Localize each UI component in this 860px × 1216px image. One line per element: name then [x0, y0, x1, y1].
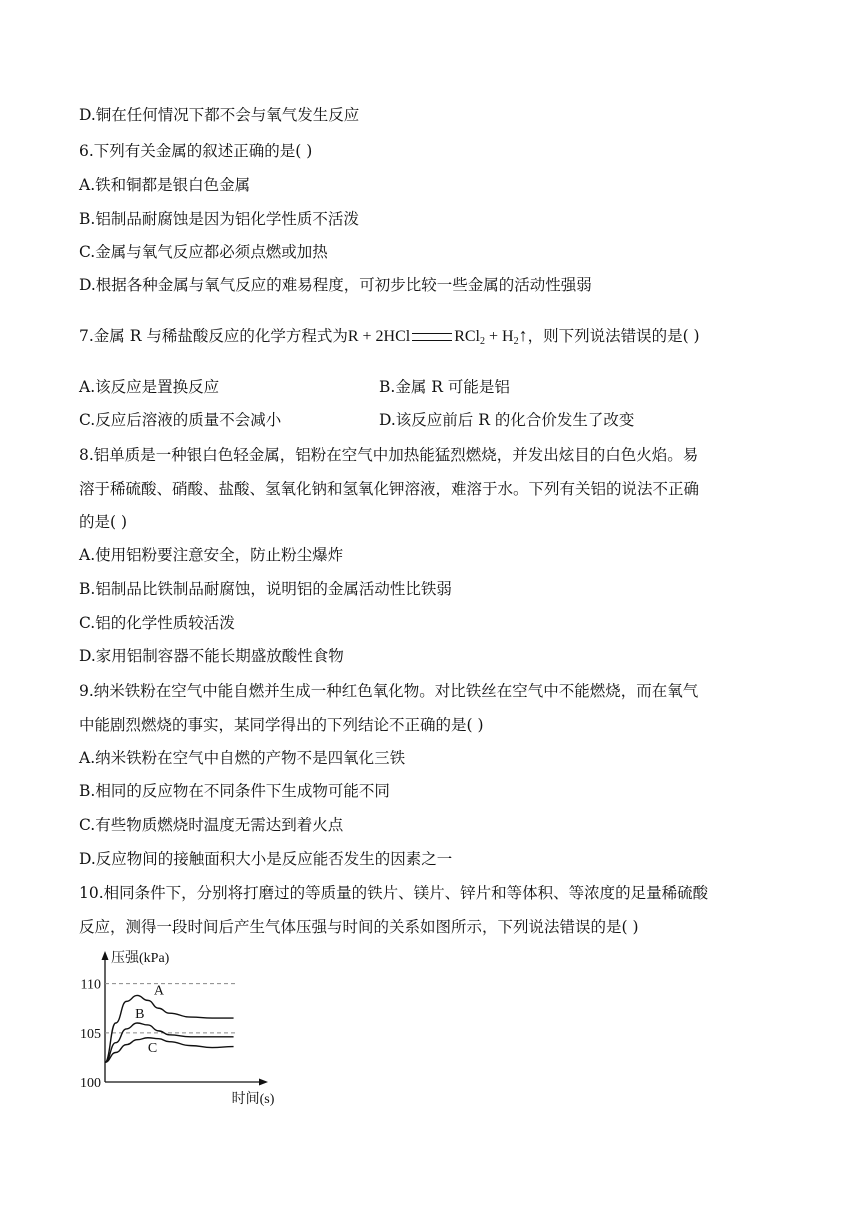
q7-option-d: D.该反应前后 R 的化合价发生了改变 [379, 411, 635, 429]
q9-option-d: D.反应物间的接触面积大小是反应能否发生的因素之一 [79, 850, 453, 868]
q6-option-a: A.铁和铜都是银白色金属 [79, 176, 251, 194]
q8-option-a: A.使用铝粉要注意安全，防止粉尘爆炸 [79, 546, 344, 564]
series-line-A [105, 995, 234, 1062]
series-label-C: C [147, 1040, 158, 1056]
q9-option-a: A.纳米铁粉在空气中自燃的产物不是四氧化三铁 [79, 749, 406, 767]
q9-option-b: B.相同的反应物在不同条件下生成物可能不同 [79, 782, 390, 800]
y-axis-arrow-icon [102, 951, 109, 960]
q7-option-a: A.该反应是置换反应 [79, 378, 220, 396]
question-9-line-2: 中能剧烈燃烧的事实，某同学得出的下列结论不正确的是( ) [79, 716, 484, 734]
pressure-time-chart [70, 948, 310, 1108]
series-line-B [105, 1023, 234, 1062]
equals-sign [412, 333, 452, 341]
x-axis-arrow-icon [259, 1079, 268, 1086]
q7-option-b: B.金属 R 可能是铝 [379, 378, 510, 396]
q7-text-pre: 7.金属 R 与稀盐酸反应的化学方程式为 [79, 327, 348, 345]
question-10-line-2: 反应，测得一段时间后产生气体压强与时间的关系如图所示，下列说法错误的是( ) [79, 918, 639, 936]
question-9-line-1: 9.纳米铁粉在空气中能自燃并生成一种红色氧化物。对比铁丝在空气中不能燃烧，而在氧气 [79, 682, 699, 700]
question-8-line-1: 8.铝单质是一种银白色轻金属，铝粉在空气中加热能猛烈燃烧，并发出炫目的白色火焰。易 [79, 446, 699, 464]
question-6: 6.下列有关金属的叙述正确的是( ) [79, 142, 313, 160]
q5-option-d: D.铜在任何情况下都不会与氧气发生反应 [79, 106, 360, 124]
series-label-B: B [135, 1007, 145, 1022]
q7-text-post: ，则下列说法错误的是( ) [527, 327, 700, 345]
y-tick-label: 105 [80, 1026, 101, 1042]
q7-option-c: C.反应后溶液的质量不会减小 [79, 411, 282, 429]
series-line-C [105, 1038, 234, 1063]
q8-option-c: C.铝的化学性质较活泼 [79, 614, 235, 632]
q6-option-d: D.根据各种金属与氧气反应的难易程度，可初步比较一些金属的活动性强弱 [79, 276, 592, 294]
q8-option-b: B.铝制品比铁制品耐腐蚀，说明铝的金属活动性比铁弱 [79, 580, 452, 598]
question-10-line-1: 10.相同条件下，分别将打磨过的等质量的铁片、镁片、锌片和等体积、等浓度的足量稀硫酸 [79, 884, 709, 902]
chemical-equation: R + 2HCl $RCl_2 + H_2↑$ [347, 325, 528, 347]
question-8-line-2: 溶于稀硫酸、硝酸、盐酸、氢氧化钠和氢氧化钾溶液，难溶于水。下列有关铝的说法不正确 [79, 480, 700, 498]
q9-option-c: C.有些物质燃烧时温度无需达到着火点 [79, 816, 344, 834]
q6-option-c: C.金属与氧气反应都必须点燃或加热 [79, 243, 328, 261]
y-tick-label: 110 [80, 977, 101, 993]
q8-option-d: D.家用铝制容器不能长期盛放酸性食物 [79, 647, 344, 665]
gas-arrow-icon: ↑ [518, 325, 528, 345]
series-label-A: A [153, 983, 164, 999]
y-tick-label: 100 [80, 1076, 101, 1091]
q6-option-b: B.铝制品耐腐蚀是因为铝化学性质不活泼 [79, 210, 359, 228]
question-7 [79, 324, 700, 353]
question-8-line-3: 的是( ) [79, 513, 128, 531]
x-axis-label: 时间(s) [231, 1092, 275, 1107]
y-axis-label: 压强(kPa) [111, 951, 170, 966]
